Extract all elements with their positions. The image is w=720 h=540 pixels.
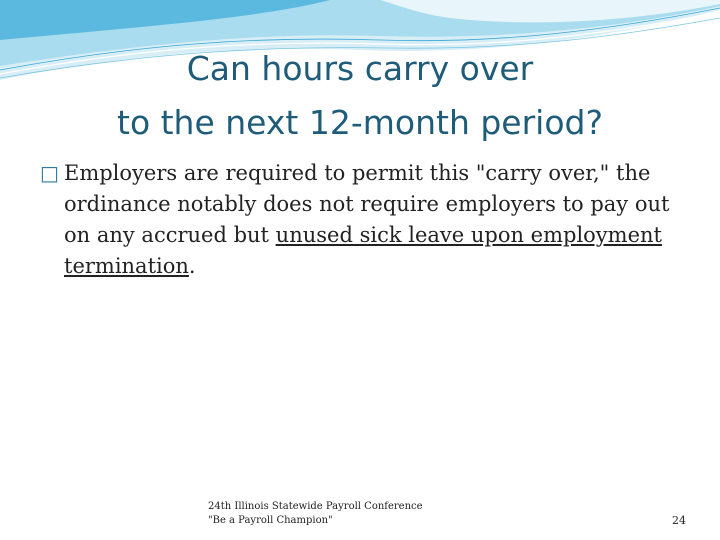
body-paragraph [40,158,680,282]
body-text-part-1: Employers are required to permit this "carry over," the ordinance notably does not require employers to pay out on any accrued but [64,161,670,247]
page-number: 24 [672,514,686,527]
body-text-end: . [188,254,196,278]
footer-line-1: 24th Illinois Statewide Payroll Conference [208,501,423,512]
footer-line-2: "Be a Payroll Champion" [208,515,333,526]
title-line-1: Can hours carry over [186,49,534,88]
page-title [20,42,700,150]
footer-conference [208,500,423,528]
bullet-icon: □ [40,161,59,185]
body-text-underlined: unused sick leave upon employment termination [64,223,662,278]
title-line-2: to the next 12-month period? [117,103,603,142]
bullet-paragraph [40,158,680,282]
